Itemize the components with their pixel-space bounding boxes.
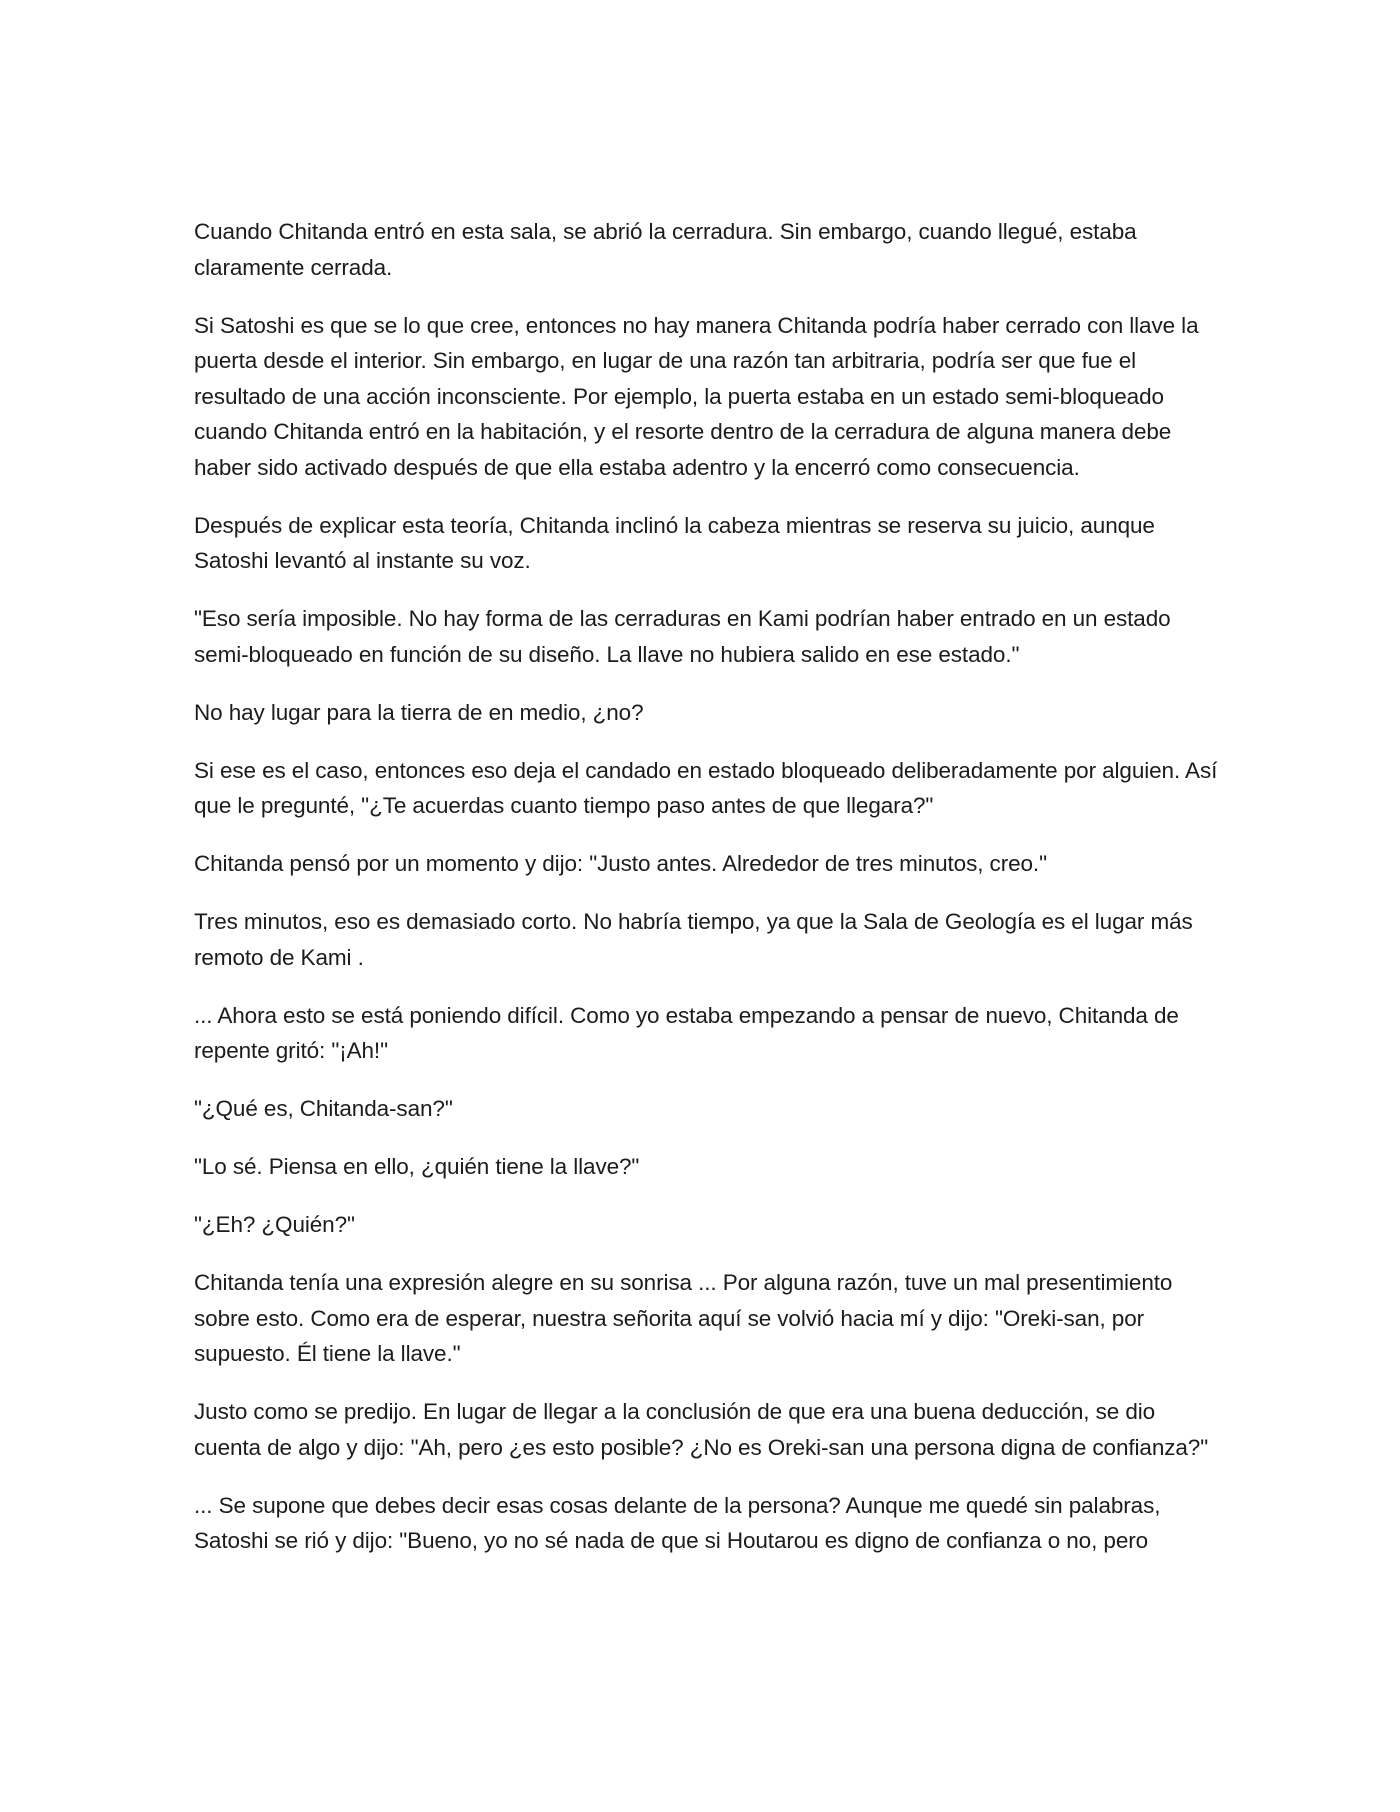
body-text xyxy=(194,214,1224,1581)
paragraph: ... Ahora esto se está poniendo difícil. Como yo estaba empezando a pensar de nuevo, Chitanda de repente gritó: "¡Ah!" xyxy=(194,1002,1179,1063)
paragraph: Chitanda pensó por un momento y dijo: "Justo antes. Alrededor de tres minutos, creo." xyxy=(194,851,1047,876)
paragraph: "Eso sería imposible. No hay forma de las cerraduras en Kami podrían haber entrado en un estado semi-bloqueado en función de su diseño. La llave no hubiera salido en ese estado." xyxy=(194,606,1171,667)
paragraph: Justo como se predijo. En lugar de llegar a la conclusión de que era una buena deducción, se dio cuenta de algo y dijo: "Ah, pero ¿es esto posible? ¿No es Oreki-san una persona digna de confianza?" xyxy=(194,1399,1209,1460)
paragraph: Si ese es el caso, entonces eso deja el candado en estado bloqueado deliberadamente por alguien. Así que le pregunté, "¿Te acuerdas cuanto tiempo paso antes de que llegara?" xyxy=(194,757,1218,818)
paragraph: ... Se supone que debes decir esas cosas delante de la persona? Aunque me quedé sin palabras, Satoshi se rió y dijo: "Bueno, yo no sé nada de que si Houtarou es digno de confianza o no, pero xyxy=(194,1492,1161,1553)
paragraph: "Lo sé. Piensa en ello, ¿quién tiene la llave?" xyxy=(194,1154,640,1179)
paragraph: No hay lugar para la tierra de en medio, ¿no? xyxy=(194,699,644,725)
paragraph: Tres minutos, eso es demasiado corto. No habría tiempo, ya que la Sala de Geología es el lugar más remoto de Kami . xyxy=(194,909,1193,970)
paragraph: "¿Eh? ¿Quién?" xyxy=(194,1212,355,1237)
paragraph: "¿Qué es, Chitanda-san?" xyxy=(194,1096,453,1121)
paragraph: Chitanda tenía una expresión alegre en su sonrisa ... Por alguna razón, tuve un mal presentimiento sobre esto. Como era de esperar, nuestra señorita aquí se volvió hacia mí y dijo: "Oreki-san, por supuesto. Él tiene la llave." xyxy=(194,1270,1173,1366)
paragraph: Cuando Chitanda entró en esta sala, se abrió la cerradura. Sin embargo, cuando llegué, estaba claramente cerrada. xyxy=(194,219,1137,280)
paragraph: Si Satoshi es que se lo que cree, entonces no hay manera Chitanda podría haber cerrado con llave la puerta desde el interior. Sin embargo, en lugar de una razón tan arbitraria, podría ser que fue el resultado de una acción inconsciente. Por ejemplo, la puerta estaba en un estado semi-bloqueado cuando Chitanda entró en la habitación, y el resorte dentro de la cerradura de alguna manera debe haber sido activado después de que ella estaba adentro y la encerró como consecuencia. xyxy=(194,312,1199,480)
paragraph: Después de explicar esta teoría, Chitanda inclinó la cabeza mientras se reserva su juicio, aunque Satoshi levantó al instante su voz. xyxy=(194,512,1155,573)
